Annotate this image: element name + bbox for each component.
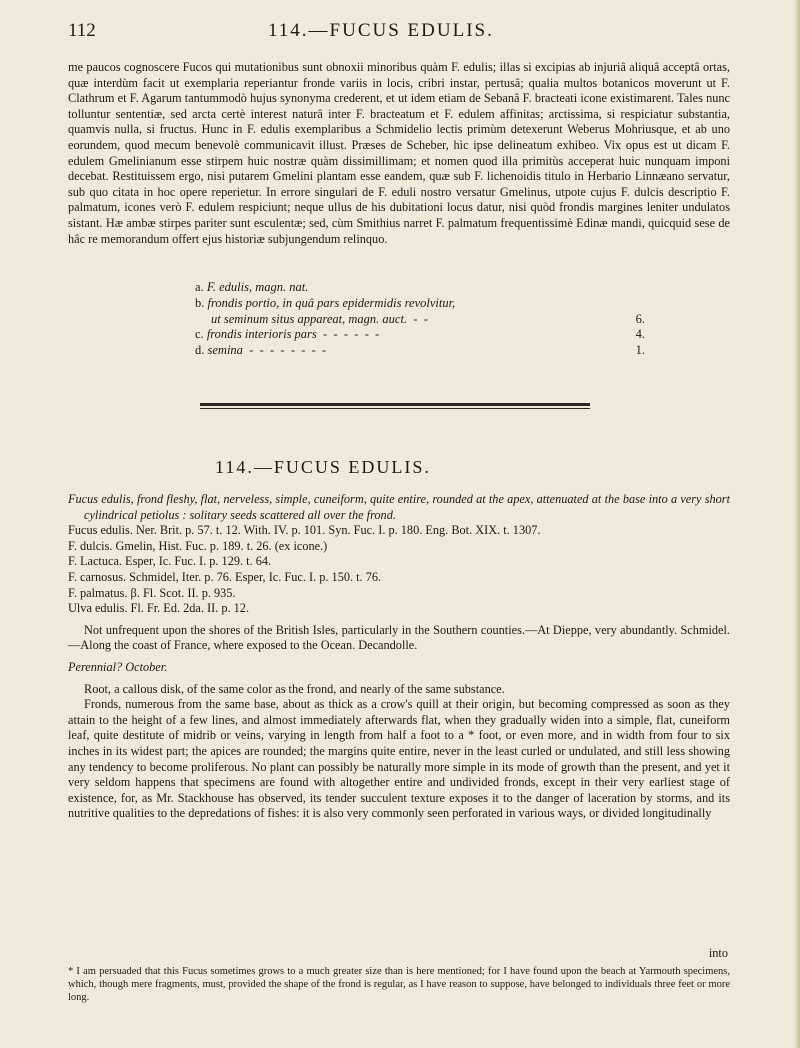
synonym-line: F. palmatus. β. Fl. Scot. II. p. 935. xyxy=(68,585,236,600)
fronds-paragraph: Fronds, numerous from the same base, about as thick as a crow's quill at their origin, but becoming compressed as soon as they attain to the height of a few lines, and almost immediately afterwards flat, when they gradually widen into a simple, flat, cuneiform leaf, quite destitute of midrib or veins, varying in length from half a foot to a * foot, or even more, and in width from four to six inches in its widest part; the apices are rounded; the margins quite entire, never in the least curled or undulated, and still less showing any tendency to become proliferous. No plant can possibly be naturally more simple in its mode of growth than the present, and yet it very seldom happens that specimens are found with altogether entire and undivided fronds, except in their very earliest stage of existence, for, as Mr. Stackhouse has observed, its tender succulent texture exposes it to the danger of laceration by storms, and its nutritive qualities to the depredations of fishes: it is also very commonly seen perforated in various ways, or divided longitudinally xyxy=(68,697,730,821)
legend-letter: d. xyxy=(195,343,205,358)
page-edge xyxy=(794,0,800,1048)
legend-row xyxy=(195,296,645,312)
root-paragraph: Root, a callous disk, of the same color as the frond, and nearly of the same substance. xyxy=(84,681,505,696)
synonym-line: F. Lactuca. Esper, Ic. Fuc. I. p. 129. t. 64. xyxy=(68,554,272,569)
running-title: 114.—FUCUS EDULIS. xyxy=(268,20,494,41)
legend-letter: c. xyxy=(195,327,204,342)
legend-number: 4. xyxy=(635,327,645,342)
legend-text: ut seminum situs appareat, magn. auct. xyxy=(211,311,408,326)
footnote: * I am persuaded that this Fucus sometimes grows to a much greater size than is here mentioned; for I have found upon the beach at Yarmouth specimens, which, though mere fragments, must, provided the shape of the frond is regular, as I have reason to suppose, have belonged to individuals three feet or more long. xyxy=(68,966,730,1003)
synonym-line: F. dulcis. Gmelin, Hist. Fuc. p. 189. t. 26. (ex icone.) xyxy=(68,538,328,553)
legend-row: ut seminum situs appareat, magn. auct. - - 6. xyxy=(211,311,645,326)
page-number: 112 xyxy=(68,20,96,41)
legend-text: semina xyxy=(207,343,243,358)
catchword: into xyxy=(708,946,728,960)
species-description: Fucus edulis, frond fleshy, flat, nerveless, simple, cuneiform, quite entire, rounded at the apex, attenuated at the base into a very short cylindrical petiolus : solitary seeds scattered all over the frond. xyxy=(68,492,730,522)
section-title: 114.—FUCUS EDULIS. xyxy=(215,457,431,477)
latin-text: me paucos cognoscere Fucos qui mutationibus sunt obnoxii minoribus quàm F. edulis; illas si excipias ab injuriâ aliquâ acceptâ ortas, quæ interdùm facit ut exemplaria reperiantur fronde variis in locis, cribri instar, pertusâ; qualia multos botanicos moverunt ut F. Clathrum et F. Agarum tantummodò hujus synonyma crederent, et ut idem etiam de Sebanâ F. bracteati icone existimarent. Tales nunc tolluntur sententiæ, sed arcta certè interest naturâ inter F. bracteatum et F. edulem affinitas; arctissima, si respiciatur substantia, quamvis nulla, si fructus. Hunc in F. edulis exemplaribus a Schmidelio lectis primùm detexerunt Weberus Mohriusque, et ab uno eorundem, quod mecum benevolè communicavit illust. Præses de Scheber, hìc ipse delineatum exhibeo. Vix opus est ut dicam F. edulem Gmelinianum esse stirpem huic nostræ quàm dissimillimam; et nomen quod illa primitùs acceperat huic nunquam imponi decebat. Restituissem ergo, nisi putarem Gmelini plantam esse eandem, quæ sub F. lichenoidis titulo in Herbario Linnæano servatur, sub quo citata in hoc opere reperietur. In errore singulari de F. eduli nostro versatur Gmelinus, utpote cujus F. dulcis descriptio F. palmatum, icones verò F. edulem respiciunt; neque ullus de his dubitationi locus datur, nisi quòd frondis margines leniter undulatos sistant. Hæ ambæ stirpes pariter sunt esculentæ; sed, cùm Smithius narret F. palmatum frequentissimè Edinæ mandi, quicquid sese de hâc re memorandum offert ejus historiæ subjungendum relinquo. xyxy=(68,60,730,246)
legend-row: d. semina - - - - - - - - 1. xyxy=(195,343,645,358)
figure-legend xyxy=(195,280,645,359)
habitat-paragraph: Not unfrequent upon the shores of the British Isles, particularly in the Southern counties.—At Dieppe, very abundantly. Schmidel.—Along the coast of France, where exposed to the Ocean. Decandolle. xyxy=(68,622,730,653)
latin-paragraph xyxy=(68,60,730,247)
legend-row: c. frondis interioris pars - - - - - - 4. xyxy=(195,327,645,342)
legend-text: F. edulis, magn. nat. xyxy=(206,280,309,294)
synonym-line: F. carnosus. Schmidel, Iter. p. 76. Esper, Ic. Fuc. I. p. 150. t. 76. xyxy=(68,569,382,584)
legend-row xyxy=(195,280,645,296)
page-header xyxy=(68,18,728,46)
section-divider-thin xyxy=(200,408,590,409)
synonym-line: Fucus edulis. Ner. Brit. p. 57. t. 12. With. IV. p. 101. Syn. Fuc. I. p. 180. Eng. Bot. XIX. t. 1307. xyxy=(68,523,541,538)
synonym-line: Ulva edulis. Fl. Fr. Ed. 2da. II. p. 12. xyxy=(68,601,250,616)
legend-letter: a. xyxy=(195,280,204,294)
english-body xyxy=(68,492,730,822)
legend-number: 1. xyxy=(635,343,645,358)
legend-text: frondis portio, in quâ pars epidermidis revolvitur, xyxy=(207,295,456,310)
legend-letter: b. xyxy=(195,295,205,310)
section-divider xyxy=(200,403,590,406)
duration-line: Perennial? October. xyxy=(68,659,168,674)
legend-text: frondis interioris pars xyxy=(206,327,317,342)
legend-number: 6. xyxy=(635,311,645,326)
